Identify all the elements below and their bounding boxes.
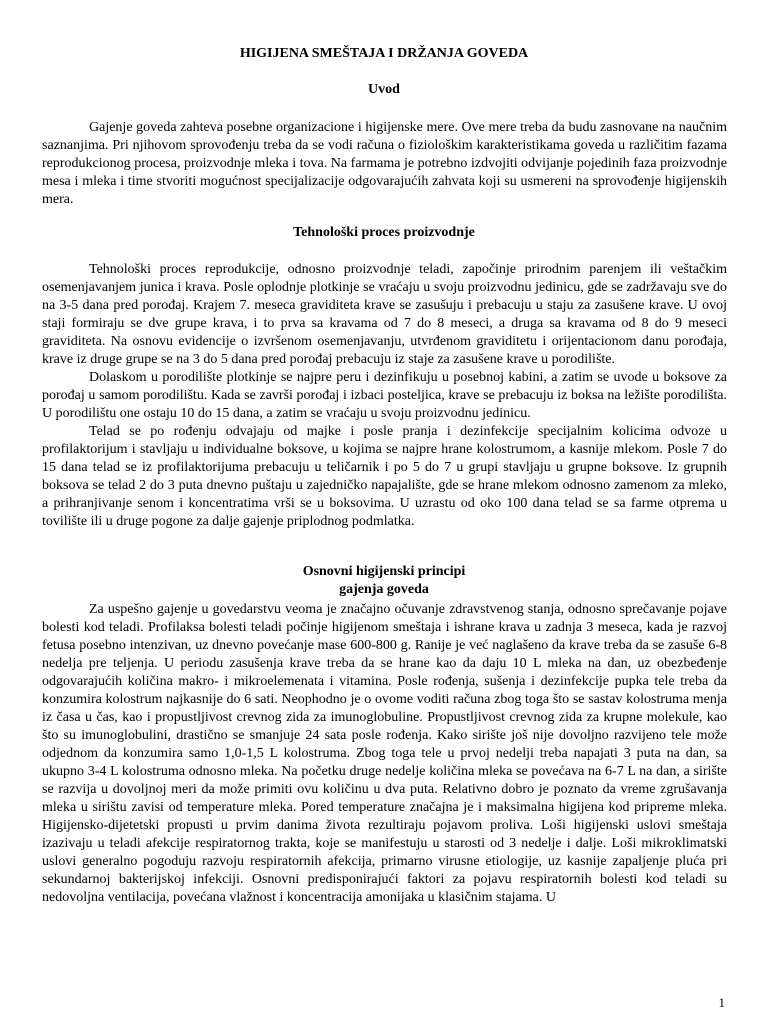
paragraph: Za uspešno gajenje u govedarstvu veoma je značajno očuvanje zdravstvenog stanja, odnosno sprečavanje pojave bolesti kod teladi. Profilaksa bolesti teladi počinje higijenom smeštaja i ishrane krava u zadnja 3 meseca, kada je razvoj fetusa posebno intenzivan, uz dnevno povećanje mase 600-800 g. Ranije je već naglašeno da krave treba da se zasuše 6-8 nedelja pre teljenja. U periodu zasušenja krave treba da se hrane kao da daju 10 L mleka na dan, uz obezbeđenje odgovarajućih količina makro- i mikroelemenata i vitamina. Posle rođenja, sušenja i dezinfekcije pupka tele treba da konzumira kolostrum najkasnije do 6 sati. Neophodno je o ovome voditi računa zbog toga što se sastav kolostruma menja iz časa u čas, kao i propustljivost crevnog zida za imunoglobuline. Propustljivost crevnog zida za krupne molekule, kao što su imunoglobulini, drastično se smanjuje 24 sata posle rođenja. Kako sirište još nije dovoljno razvijeno tele može odjednom da konzumira samo 1,0-1,5 L kolostruma. Zbog toga tele u prvoj nedelji treba napajati 3 puta na dan, sa ukupno 3-4 L kolostruma odnosno mleka. Na početku druge nedelje količina mleka se povećava na 6-7 L na dan, a sirište se razvija u dovoljnoj meri da može primiti ovu količinu u dva puta. Relativno dobro je poznato da vreme zgrušavanja mleka u sirištu zavisi od temperature mleka. Pored temperature značajna je i maksimalna higijena kod pripreme mleka. Higijensko-dijetetski propusti u prvim danima života rezultiraju pojavom proliva. Loši higijenski uslovi smeštaja izazivaju u teladi afekcije respiratornog trakta, koje se manifestuju u starosti od 3 nedelje i dalje. Loši mikroklimatski uslovi generalno pogoduju razvoju respiratornih afekcija, primarno virusne etiologije, uz kasnije zapaljenje pluća pri sekundarnoj bakterijskoj infekciji. Osnovni predisponirajući faktori za pojavu respiratornih bolesti kod teladi su nedovoljna ventilacija, povećana vlažnost i koncentracija amonijaka u klasičnim stajama. U	[42, 602, 727, 905]
paragraph: Gajenje goveda zahteva posebne organizacione i higijenske mere. Ove mere treba da budu zasnovane na naučnim saznanjima. Pri njihovom sprovođenju treba da se vodi računa o fiziološkim karakteristikama goveda u različitim fazama reprodukcionog procesa, proizvodnje mleka i tova. Na farmama je potrebno izdvojiti odvijanje pojedinih faza proizvodnje mesa i mleka i time stvoriti mogućnost specijalizacije odgovarajućih zahvata koji su usmereni na sprovođenje higijenskih mera.	[42, 120, 727, 207]
document-title: HIGIJENA SMEŠTAJA I DRŽANJA GOVEDA	[239, 46, 529, 61]
section-heading-osnovni-principi	[0, 563, 768, 599]
paragraph: Telad se po rođenju odvajaju od majke i posle pranja i dezinfekcije specijalnim kolicima odvoze u profilaktorijum i stavljaju u individualne boksove, u kojima se najpre hrane kolostrumom, a kasnije mlekom. Posle 7 do 15 dana telad se iz profilaktorijuma prebacuju u teličarnik i po 5 do 7 u grupi stavljaju u grupne boksove. Iz grupnih boksova se telad 2 do 3 puta dnevno puštaju u zajedničko napajalište, gde se hrane mlekom odnosno zamenom za mleko, a prihranjivanje senom i koncentratima vrši se u boksovima. U uzrastu od oko 100 dana telad se sa farme otprema u tovilište ili u druge pogone za dalje gajenje priplodnog podmlatka.	[42, 424, 727, 529]
paragraph: Dolaskom u porodilište plotkinje se najpre peru i dezinfikuju u posebnoj kabini, a zatim se uvode u boksove za porođaj u samom porodilištu. Kada se završi porođaj i izbaci posteljica, krave se prebacuju iz boksa na ležište porodilišta. U porodilištu one ostaju 10 do 15 dana, a zatim se vraćaju u svoju proizvodnu jedinicu.	[42, 370, 727, 421]
section-body-uvod	[42, 119, 727, 209]
section-body-osnovni-principi	[42, 601, 727, 907]
paragraph: Tehnološki proces reprodukcije, odnosno proizvodnje teladi, započinje prirodnim parenjem ili veštačkim osemenjavanjem junica i krava. Posle oplodnje plotkinje se vraćaju u svoju proizvodnu jedinicu, gde se zadržavaju sve do na 3-5 dana pred porođaj. Krajem 7. meseca graviditeta krave se zasušuju i prebacuju u staju za zasušene krave. U ovoj staji formiraju se dve grupe krava, i to prva sa kravama od 7 do 8 meseci, a druga sa kravama od 8 do 9 meseci graviditeta. Na osnovu evidencije o izvršenom osemenjavanju, utvrđenom graviditetu i orijentacionom danu porođaja, krave iz druge grupe se na 3 do 5 dana pred porođaj prebacuju iz staje za zasušene krave u porodilište.	[42, 262, 727, 367]
section-heading-line: Osnovni higijenski principi	[302, 564, 466, 579]
section-body-tehnoloski-proces	[42, 261, 727, 531]
page-number: 1	[718, 995, 725, 1010]
section-heading-line: gajenja goveda	[339, 582, 429, 597]
section-heading-uvod: Uvod	[368, 82, 400, 97]
section-heading-tehnoloski-proces: Tehnološki proces proizvodnje	[293, 225, 475, 240]
